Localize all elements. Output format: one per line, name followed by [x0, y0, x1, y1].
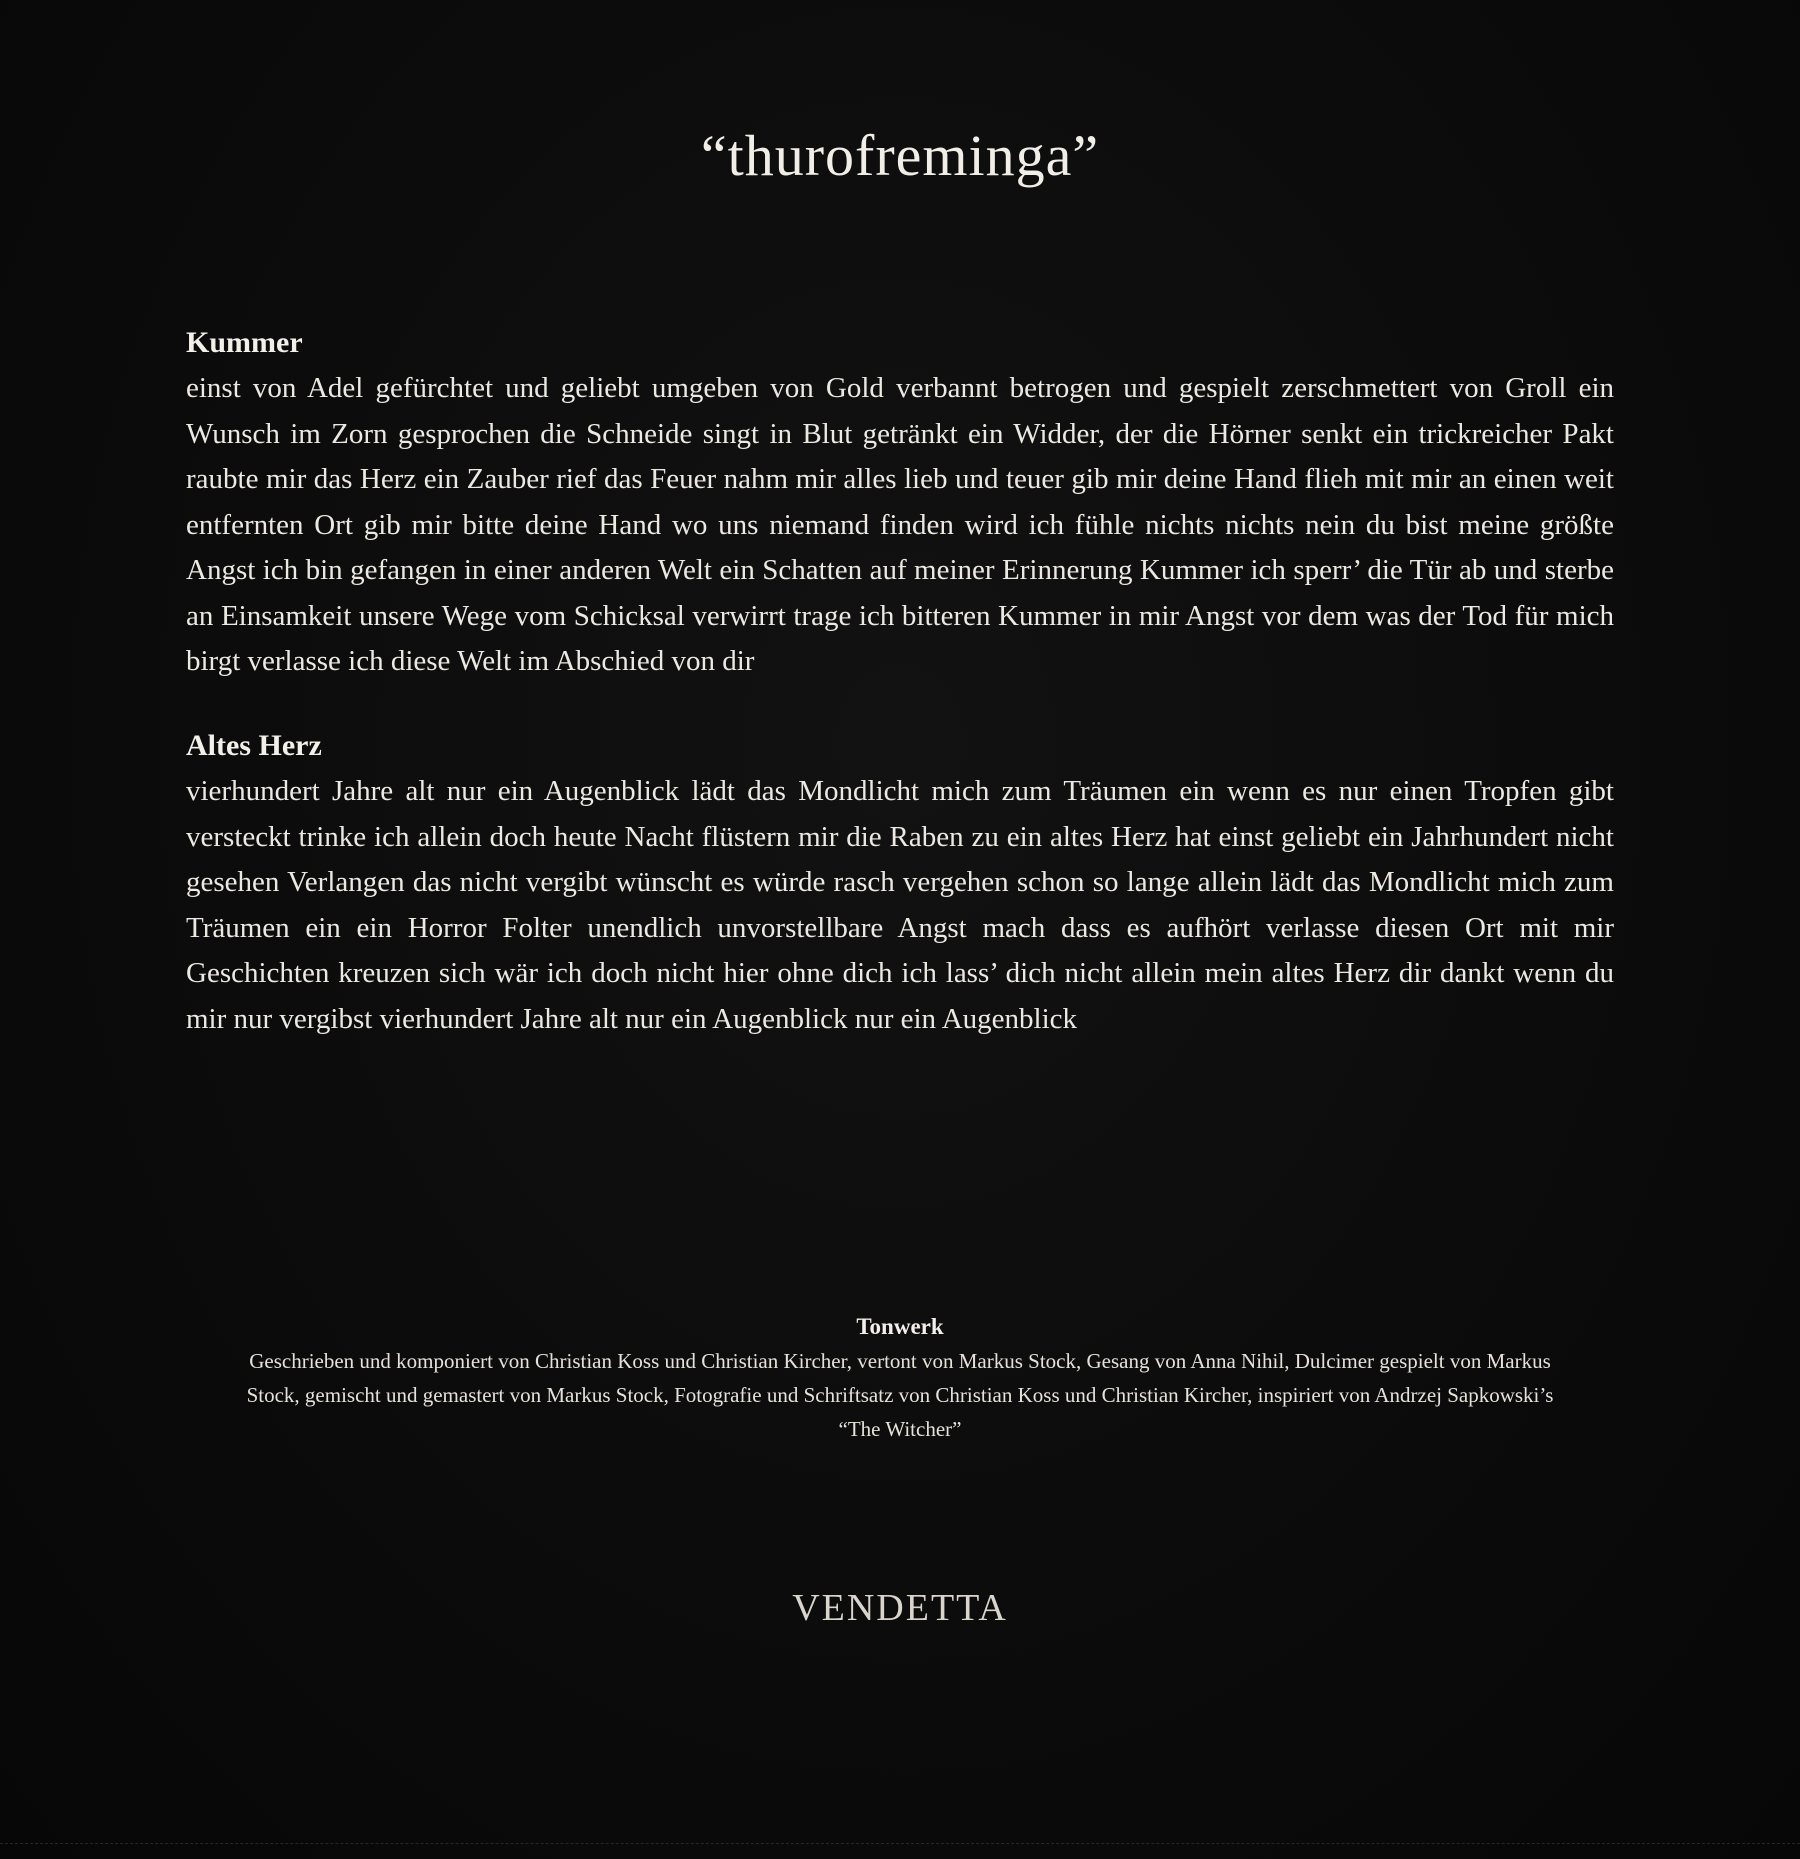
album-title: “thurofreminga”	[700, 123, 1100, 188]
credits-heading: Tonwerk	[856, 1314, 944, 1339]
page-edge-divider	[0, 1843, 1800, 1847]
song-kummer	[186, 326, 1614, 685]
song-title: Kummer	[186, 326, 303, 359]
credits-block	[220, 1314, 1580, 1446]
credits-text: Geschrieben und komponiert von Christian Koss und Christian Kircher, vertont von Markus Stock, Gesang von Anna Nihil, Dulcimer gespielt von Markus Stock, gemischt und gemastert von Markus Stock, Fotografie und Schriftsatz von Christian Koss und Christian Kircher, inspiriert von Andrzej Sapkowski’s “The Witcher”	[246, 1349, 1554, 1441]
song-title: Altes Herz	[186, 729, 322, 762]
song-lyrics: vierhundert Jahre alt nur ein Augenblick lädt das Mondlicht mich zum Träumen ein wenn es nur einen Tropfen gibt versteckt trinke ich allein doch heute Nacht flüstern mir die Raben zu ein altes Herz hat einst geliebt ein Jahrhundert nicht gesehen Verlangen das nicht vergibt wünscht es würde rasch vergehen schon so lange allein lädt das Mondlicht mich zum Träumen ein ein Horror Folter unendlich unvorstellbare Angst mach dass es aufhört verlasse diesen Ort mit mir Geschichten kreuzen sich wär ich doch nicht hier ohne dich ich lass’ dich nicht allein mein altes Herz dir dankt wenn du mir nur vergibst vierhundert Jahre alt nur ein Augenblick nur ein Augenblick	[186, 775, 1614, 1035]
song-altes-herz	[186, 729, 1614, 1042]
vendetta-logo: VENDETTA	[792, 1587, 1008, 1629]
song-lyrics: einst von Adel gefürchtet und geliebt umgeben von Gold verbannt betrogen und gespielt zerschmettert von Groll ein Wunsch im Zorn gesprochen die Schneide singt in Blut getränkt ein Widder, der die Hörner senkt ein trickreicher Pakt raubte mir das Herz ein Zauber rief das Feuer nahm mir alles lieb und teuer gib mir deine Hand flieh mit mir an einen weit entfernten Ort gib mir bitte deine Hand wo uns niemand finden wird ich fühle nichts nichts nein du bist meine größte Angst ich bin gefangen in einer anderen Welt ein Schatten auf meiner Erinnerung Kummer ich sperr’ die Tür ab und sterbe an Einsamkeit unsere Wege vom Schicksal verwirrt trage ich bitteren Kummer in mir Angst vor dem was der Tod für mich birgt verlasse ich diese Welt im Abschied von dir	[186, 372, 1614, 677]
